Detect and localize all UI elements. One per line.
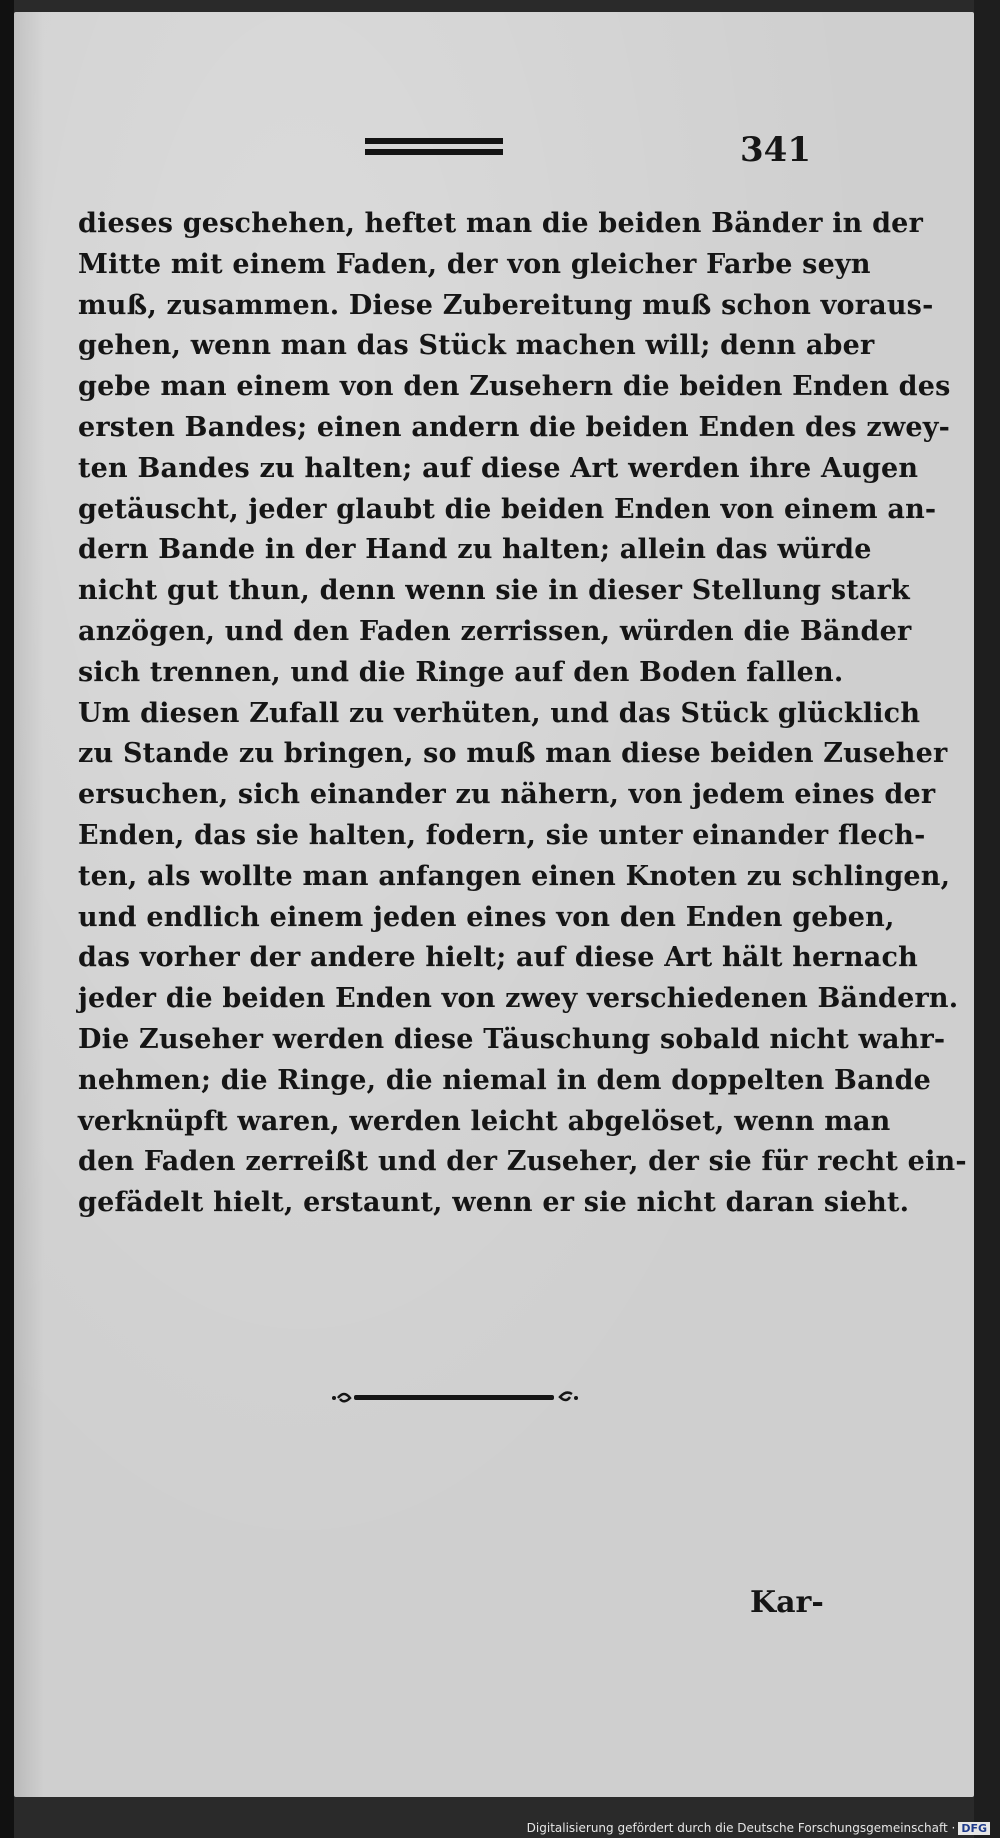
text-line: muß, zusammen. Diese Zubereitung muß schon voraus- xyxy=(78,289,934,321)
page-number: 341 xyxy=(740,130,811,170)
text-line: getäuscht, jeder glaubt die beiden Enden von einem an- xyxy=(78,493,937,525)
text-line: sich trennen, und die Ringe auf den Boden fallen. xyxy=(78,656,844,688)
text-line: jeder die beiden Enden von zwey verschiedenen Bändern. xyxy=(78,983,959,1015)
dfg-logo: DFG xyxy=(958,1822,990,1835)
text-line: nehmen; die Ringe, die niemal in dem doppelten Bande xyxy=(78,1064,932,1096)
text-line: gebe man einem von den Zusehern die beiden Enden des xyxy=(78,371,951,403)
catchword: Kar- xyxy=(750,1585,824,1620)
credit-text: Digitalisierung gefördert durch die Deutsche Forschungsgemeinschaft · xyxy=(526,1821,956,1835)
text-line: Die Zuseher werden diese Täuschung sobald nicht wahr- xyxy=(78,1023,946,1055)
body-text xyxy=(78,204,967,1224)
text-line: ten, als wollte man anfangen einen Knoten zu schlingen, xyxy=(78,860,951,892)
text-line: zu Stande zu bringen, so muß man diese beiden Zuseher xyxy=(78,738,948,770)
text-line: und endlich einem jeden eines von den Enden geben, xyxy=(78,901,895,933)
text-line: ten Bandes zu halten; auf diese Art werden ihre Augen xyxy=(78,452,919,484)
text-line: anzögen, und den Faden zerrissen, würden die Bänder xyxy=(78,615,912,647)
text-line: Enden, das sie halten, fodern, sie unter einander flech- xyxy=(78,819,926,851)
digitization-credit xyxy=(527,1821,990,1835)
text-line: dern Bande in der Hand zu halten; allein das würde xyxy=(78,534,872,566)
text-line: Mitte mit einem Faden, der von gleicher Farbe seyn xyxy=(78,248,871,280)
text-line: ersten Bandes; einen andern die beiden Enden des zwey- xyxy=(78,411,951,443)
text-line: gehen, wenn man das Stück machen will; denn aber xyxy=(78,330,875,362)
text-line: verknüpft waren, werden leicht abgelöset, wenn man xyxy=(78,1105,891,1137)
text-line: nicht gut thun, denn wenn sie in dieser Stellung stark xyxy=(78,575,910,607)
text-line: den Faden zerreißt und der Zuseher, der sie für recht ein- xyxy=(78,1146,967,1178)
text-line: gefädelt hielt, erstaunt, wenn er sie nicht daran sieht. xyxy=(78,1187,910,1219)
text-line: dieses geschehen, heftet man die beiden Bänder in der xyxy=(78,208,923,239)
text-line: ersuchen, sich einander zu nähern, von jedem eines der xyxy=(78,779,936,811)
header-rule-bar-top xyxy=(365,138,503,144)
book-spine xyxy=(0,0,14,1838)
header-rule-bar-bottom xyxy=(365,149,503,155)
header-double-rule xyxy=(365,138,503,160)
ornamental-divider-icon xyxy=(330,1384,580,1408)
text-line: das vorher der andere hielt; auf diese Art hält hernach xyxy=(78,942,918,974)
text-line: Um diesen Zufall zu verhüten, und das Stück glücklich xyxy=(78,697,921,729)
scan-background-edge xyxy=(974,0,1000,1838)
